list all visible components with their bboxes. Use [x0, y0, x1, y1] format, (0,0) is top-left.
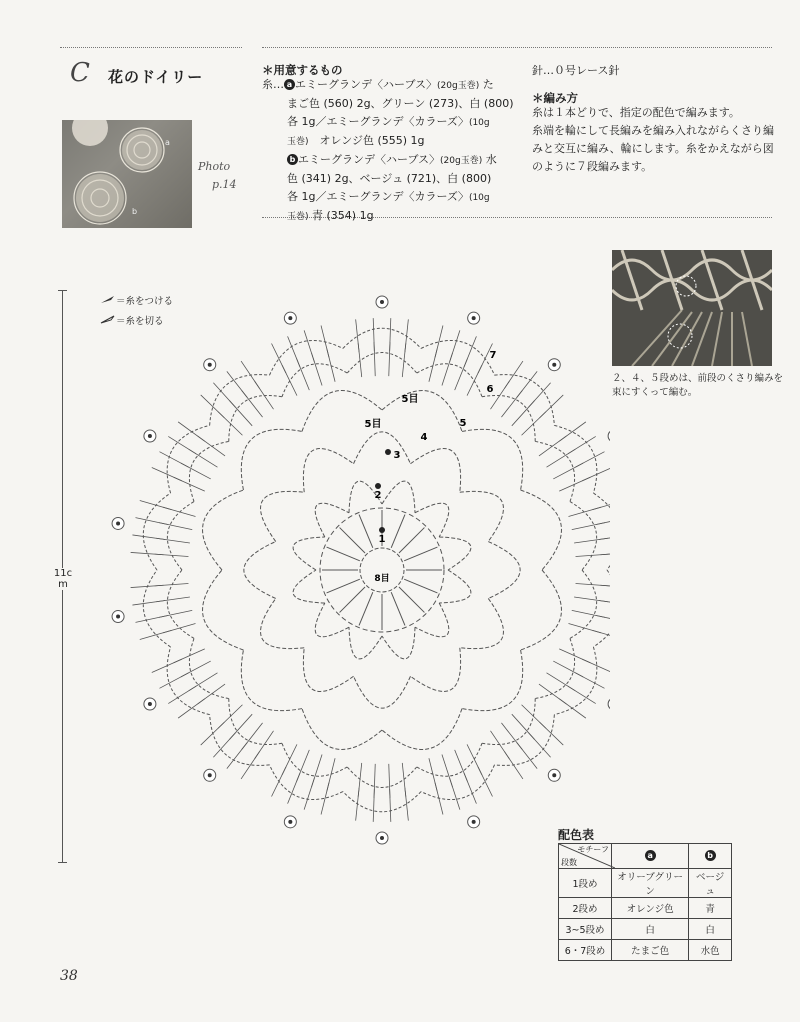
chain-arch: [349, 627, 382, 659]
method-line: 糸は１本どりで、指定の配色で編みます。: [532, 106, 740, 119]
fan-stitch: [132, 600, 165, 605]
round-start-dot: [379, 527, 385, 533]
fan-stitch: [599, 535, 610, 540]
fan-stitch: [272, 767, 286, 797]
round-number: 5: [459, 418, 467, 429]
chain-arch: [382, 391, 462, 432]
material-line: まご色 (560) 2g、グリーン (273)、白 (800): [287, 97, 514, 110]
col-b-header: b: [689, 844, 732, 869]
chain-arch: [244, 542, 276, 599]
header-rule-right: [262, 47, 772, 48]
chain-arch: [302, 709, 382, 750]
material-line: b エミーグランデ〈ハーブス〉(20g玉巻) 水: [262, 151, 512, 170]
scallop-arch: [229, 395, 282, 441]
table-corner-cell: モチーフ 段数: [559, 844, 612, 869]
fan-stitch: [178, 422, 205, 441]
center-chain-ring: [360, 548, 404, 592]
scallop-arch: [417, 364, 482, 397]
detail-photo-art: [612, 250, 772, 366]
scallop-arch: [570, 502, 597, 570]
photo-label: Photo: [198, 160, 231, 173]
material-line: 玉巻) 青 (354) 1g: [287, 209, 374, 222]
scallop-arch: [482, 699, 535, 745]
picot-dot: [148, 434, 152, 438]
fan-stitch: [450, 778, 460, 809]
picot-dot: [472, 820, 476, 824]
picot-dot: [288, 820, 292, 824]
scallop-arch: [282, 364, 347, 397]
double-crochet-stitch: [399, 528, 424, 553]
fan-stitch: [517, 743, 537, 769]
fan-stitch: [582, 659, 610, 672]
chain-arch: [203, 570, 244, 650]
legend-cut: ＝糸を切る: [100, 312, 173, 332]
method-heading: ＊編み方: [532, 91, 578, 105]
fan-stitch: [478, 767, 492, 797]
table-row: 3~5段め 白 白: [559, 919, 732, 940]
double-crochet-stitch: [327, 547, 360, 561]
double-crochet-stitch: [359, 592, 373, 625]
chain-arch: [439, 537, 471, 570]
fan-stitch: [136, 616, 168, 623]
table-row: 6・7段め たまご色 水色: [559, 940, 732, 961]
chain-arch: [241, 429, 302, 490]
double-crochet-stitch: [391, 592, 405, 625]
round-start-dot: [375, 483, 381, 489]
fan-stitch: [517, 371, 537, 397]
detail-photo: [612, 250, 772, 366]
picot-dot: [116, 615, 120, 619]
page-number: 38: [60, 968, 78, 984]
scallop-arch: [417, 743, 482, 776]
svg-text:a: a: [165, 138, 170, 147]
chain-arch: [460, 598, 504, 648]
fan-stitch: [568, 686, 596, 703]
chain-arch: [410, 648, 460, 692]
color-table: [558, 843, 732, 961]
fan-stitch: [390, 789, 391, 822]
materials-list: [262, 76, 512, 226]
chain-arch: [521, 570, 562, 650]
fan-stitch: [559, 699, 586, 718]
detail-caption: ２、４、５段めは、前段のくさり編みを 束にすくって編む。: [612, 373, 784, 398]
table-header: [559, 844, 732, 869]
chain-arch: [241, 650, 302, 711]
round-number: 2: [374, 490, 382, 501]
fan-stitch: [140, 630, 172, 639]
round-number: 7: [489, 350, 497, 361]
double-crochet-stitch: [327, 579, 360, 593]
color-table-title: 配色表: [558, 828, 595, 842]
chain-arch: [261, 598, 305, 648]
material-line: 各 1g／エミーグランデ〈カラーズ〉(10g: [287, 190, 490, 203]
diagram-stitches: [112, 296, 610, 844]
chain-arch: [261, 491, 305, 541]
col-a-header: a: [612, 844, 689, 869]
fan-stitch: [600, 552, 610, 554]
chain-arch: [410, 449, 460, 493]
chain-arch: [303, 449, 353, 493]
fan-stitch: [575, 452, 604, 467]
scallop-arch: [535, 441, 574, 501]
fan-stitch: [132, 535, 165, 540]
chain-arch: [293, 537, 325, 570]
fan-stitch: [593, 501, 610, 510]
method-line: のように７段編みます。: [532, 160, 653, 173]
fan-stitch: [227, 743, 247, 769]
picot-dot: [288, 316, 292, 320]
fan-stitch: [140, 501, 172, 510]
chain-arch: [303, 648, 353, 692]
fan-stitch: [600, 585, 610, 587]
scallop-arch: [347, 767, 416, 788]
chain-arch: [439, 570, 471, 603]
needle-info: 針…０号レース針: [532, 64, 620, 77]
size-label: 11cm: [53, 568, 73, 590]
round-number: 1: [378, 534, 386, 545]
chain-arch: [488, 542, 520, 599]
scallop-arch: [210, 375, 270, 426]
double-crochet-stitch: [359, 515, 373, 548]
scallop-arch: [343, 792, 421, 812]
page-title: 花のドイリー: [108, 68, 204, 86]
scallop-arch: [210, 715, 270, 766]
size-bar-top-tick: [58, 290, 67, 291]
fan-stitch: [599, 600, 610, 605]
material-line: 各 1g／エミーグランデ〈カラーズ〉(10g: [287, 115, 490, 128]
chain-arch: [293, 570, 325, 603]
fan-stitch: [540, 395, 564, 418]
picot-dot: [552, 773, 556, 777]
round-start-dot: [385, 449, 391, 455]
fan-stitch: [168, 686, 196, 703]
scallop-arch: [535, 638, 574, 698]
double-crochet-stitch: [404, 579, 437, 593]
double-crochet-stitch: [404, 547, 437, 561]
doily-photo-art: [62, 120, 192, 228]
scallop-arch: [167, 570, 194, 638]
material-line: 色 (341) 2g、ベージュ (721)、白 (800): [287, 172, 492, 185]
round-number: 6: [486, 384, 494, 395]
fan-stitch: [575, 673, 604, 688]
picot-knot: [608, 698, 610, 710]
chain-arch: [462, 429, 523, 490]
crochet-diagram: [70, 280, 610, 880]
table-row: 2段め オレンジ色 青: [559, 898, 732, 919]
chain-arch: [521, 490, 562, 570]
fan-stitch: [159, 452, 188, 467]
fan-stitch: [596, 616, 610, 623]
chain-arch: [354, 676, 411, 708]
fan-stitch: [373, 789, 374, 822]
fan-stitch: [272, 344, 286, 374]
fan-stitch: [464, 336, 476, 367]
fan-stitch: [136, 518, 168, 525]
chain-arch: [354, 432, 411, 464]
scallop-arch: [343, 328, 421, 348]
fan-stitch: [131, 552, 164, 554]
center-label: 8目: [374, 574, 390, 584]
fan-stitch: [435, 782, 443, 814]
chain-arch: [462, 650, 523, 711]
picot-dot: [148, 702, 152, 706]
fan-stitch: [390, 318, 391, 351]
method-line: 糸端を輪にして長編みを編み入れながらくさり編: [532, 124, 774, 137]
fan-stitch: [288, 336, 300, 367]
picot-dot: [380, 836, 384, 840]
scallop-arch: [282, 743, 347, 776]
picot-dot: [208, 363, 212, 367]
scallop-arch: [495, 375, 555, 426]
picot-dot: [552, 363, 556, 367]
fan-stitch: [227, 371, 247, 397]
method-text: [532, 104, 782, 176]
svg-text:b: b: [132, 207, 138, 216]
legend-attach: ＝糸をつける: [100, 292, 173, 312]
pattern-mark: C: [70, 58, 90, 88]
fan-stitch: [152, 468, 182, 481]
fan-stitch: [373, 318, 374, 351]
size-bar-bottom-tick: [58, 862, 67, 863]
double-crochet-stitch: [391, 515, 405, 548]
scallop-arch: [495, 715, 555, 766]
scallop-arch: [167, 502, 194, 570]
double-crochet-stitch: [340, 587, 365, 612]
fan-stitch: [568, 436, 596, 453]
fan-stitch: [304, 330, 314, 361]
material-line: 玉巻) オレンジ色 (555) 1g: [287, 134, 425, 147]
round-number: 4: [420, 432, 428, 443]
fan-stitch: [288, 773, 300, 804]
double-crochet-stitch: [399, 587, 424, 612]
picot-dot: [380, 300, 384, 304]
chain-arch: [382, 709, 462, 750]
fan-stitch: [450, 330, 460, 361]
scallop-arch: [189, 638, 228, 698]
table-row: 1段め オリーブグリーン ベージュ: [559, 869, 732, 898]
fan-stitch: [540, 722, 564, 745]
chain-arch: [203, 490, 244, 570]
scallop-arch: [570, 570, 597, 638]
fan-stitch: [304, 778, 314, 809]
doily-photo: [62, 120, 192, 228]
label-5-stitches: 5目: [364, 419, 382, 430]
fan-stitch: [464, 773, 476, 804]
scallop-arch: [347, 353, 416, 374]
fan-stitch: [201, 395, 225, 418]
scallop-arch: [229, 699, 282, 745]
scallop-arch: [482, 395, 535, 441]
fan-stitch: [593, 630, 610, 639]
picot-dot: [472, 316, 476, 320]
picot-dot: [208, 773, 212, 777]
label-5-stitches-top: 5目: [401, 394, 419, 405]
fan-stitch: [168, 436, 196, 453]
scallop-arch: [143, 493, 170, 570]
photo-page-ref: p.14: [212, 178, 237, 191]
fan-stitch: [159, 673, 188, 688]
picot-dot: [116, 521, 120, 525]
round-number: 3: [393, 450, 401, 461]
materials-heading: ＊用意するもの: [262, 63, 343, 77]
double-crochet-stitch: [340, 528, 365, 553]
material-line: 糸… a エミーグランデ〈ハーブス〉(20g玉巻) た: [262, 78, 494, 91]
header-rule-left: [60, 47, 242, 48]
scallop-arch: [189, 441, 228, 501]
picot-knot: [608, 430, 610, 442]
method-line: みと交互に編み、輪にします。糸をかえながら図: [532, 142, 774, 155]
scallop-arch: [143, 570, 170, 647]
chain-arch: [460, 491, 504, 541]
fan-stitch: [201, 722, 225, 745]
fan-stitch: [321, 325, 329, 357]
fan-stitch: [596, 518, 610, 525]
